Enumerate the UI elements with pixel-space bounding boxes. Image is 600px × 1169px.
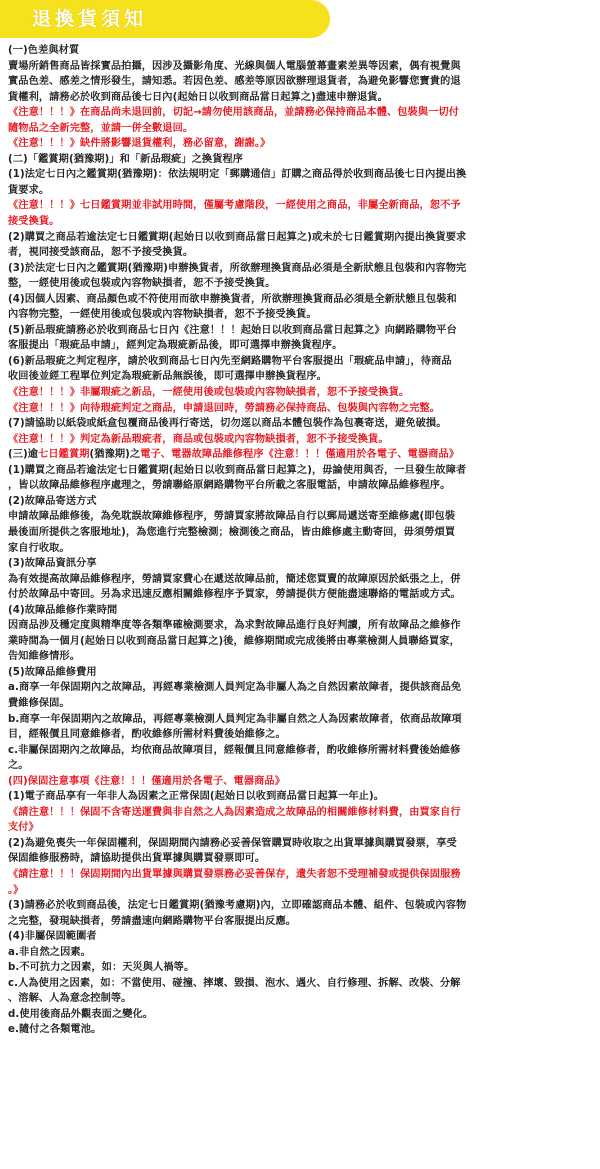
policy-text: (三)逾 <box>8 449 39 461</box>
policy-text-block <box>8 43 594 1038</box>
policy-line: (1)購買之商品若逾法定七日鑑賞期(起始日以收到商品當日起算之)，毋論使用與否，一旦發生故障者 <box>8 464 467 476</box>
warning-line: 隨物品之全新完整，並請一併全數退回。 <box>8 122 194 134</box>
policy-line: (1)電子商品享有一年非人為因素之正常保固(起始日以收到商品當日起算一年止)。 <box>8 791 384 803</box>
policy-line: (4)非屬保固範圍者 <box>8 931 97 943</box>
policy-line <box>8 447 594 463</box>
warning-text: 七日鑑賞期 <box>38 449 90 461</box>
policy-line: b.不可抗力之因素，如：天災與人禍等。 <box>8 962 195 974</box>
policy-line: a.非自然之因素。 <box>8 946 91 958</box>
policy-line: (7)請協助以紙袋或紙盒包覆商品後再行寄送，切勿逕以商品本體包裝作為包裹寄送，避免破損。 <box>8 418 447 430</box>
policy-line: 為有效提高故障品維修程序，勞請買家費心在遞送故障品前，簡述您買賣的故障原因於紙張之上，併 <box>8 573 461 585</box>
policy-line: 賣場所銷售商品皆採實品拍攝，因涉及攝影角度、光線與個人電腦螢幕畫素差異等因素，偶有視覺與 <box>8 60 461 72</box>
policy-line: 者，視同接受該商品，恕不予接受換貨。 <box>8 247 194 259</box>
policy-line: 內容物完整，一經使用後或包裝或內容物缺損者，恕不予接受換貨。 <box>8 309 317 321</box>
policy-line: 費維修保固。 <box>8 697 70 709</box>
policy-line: 之完整，發現缺損者，勞請盡速向網路購物平台客服提出反應。 <box>8 915 297 927</box>
policy-line: 貨要求。 <box>8 184 50 196</box>
warning-text: 《注意！！！僅適用於各電子、電器商品》 <box>89 775 285 787</box>
policy-line: a.商享一年保固期內之故障品，再經專業檢測人員判定為非屬人為之自然因素故障者，提供該商品免 <box>8 682 462 694</box>
policy-line: 實品色差、感差之情形發生，請知悉。若因色差、感差等原因欲辦理退貨者，為避免影響您寶貴的退 <box>8 76 461 88</box>
policy-line: 保固維修服務時，請協助提供出貨單據與購買發票即可。 <box>8 853 266 865</box>
policy-line: 整，一經使用後或包裝或內容物缺損者，恕不予接受換貨。 <box>8 278 276 290</box>
policy-line: (5)故障品維修費用 <box>8 666 97 678</box>
warning-line: 。》 <box>8 884 24 896</box>
policy-line: (一)色差與材質 <box>8 45 80 56</box>
policy-line: (二)「鑑賞期(猶豫期)」和「新品瑕疵」之換貨程序 <box>8 153 244 165</box>
policy-line: 目，經報價且同意維修者，酌收維修所需材料費後始維修之。 <box>8 729 286 741</box>
warning-line: 接受換貨。 <box>8 216 60 228</box>
policy-line: (1)法定七日內之鑑賞期(猶豫期)：依法規明定「郵購通信」訂購之商品得於收到商品後七日內提出換 <box>8 169 467 181</box>
warning-text: 電子、電器故障品維修程序《注意！！！僅適用於各電子、電器商品》 <box>140 449 460 461</box>
policy-line: 家自行收取。 <box>8 542 70 554</box>
policy-line: 申請故障品維修後，為免耽誤故障維修程序，勞請買家將故障品自行以郵局遞送寄至維修處(即包裝 <box>8 511 456 523</box>
warning-line: 《注意！！！》判定為新品瑕疵者，商品或包裝或內容物缺損者，恕不予接受換貨。 <box>8 433 389 445</box>
warning-line: 《注意！！！》向待瑕疵判定之商品，申請退回時，勞請務必保持商品、包裝與內容物之完整。 <box>8 402 441 414</box>
policy-line: b.商享一年保固期內之故障品，再經專業檢測人員判定為非屬自然之人為因素故障者，依商品故障項 <box>8 713 462 725</box>
policy-line: (3)於法定七日內之鑑賞期(猶豫期)申辦換貨者，所欲辦理換貨商品必須是全新狀態且包裝和內容物完 <box>8 262 467 274</box>
warning-line: 《注意！！！》七日鑑賞期並非試用時間，僅屬考慮階段，一經使用之商品，非屬全新商品，恕不予 <box>8 200 461 212</box>
warning-line: 《請注意！！！保固不含寄送運費與非自然之人為因素造成之故障品的相關維修材料費，由買家自行 <box>8 806 461 818</box>
policy-line: (2)故障品寄送方式 <box>8 495 97 507</box>
policy-line: c.非屬保固期內之故障品，均依商品故障項目，經報價且同意維修者，酌收維修所需材料費後始維修 <box>8 744 461 756</box>
policy-line: 之。 <box>8 760 29 772</box>
policy-line: d.使用後商品外觀表面之變化。 <box>8 1008 154 1020</box>
policy-line <box>8 774 594 790</box>
warning-text: (四)保固注意事項 <box>8 775 90 787</box>
warning-line: 《請注意！！！保固期間內出貨單據與購買發票務必妥善保存，遺失者恕不受理補發或提供保固服務 <box>8 868 461 880</box>
policy-line: e.隨付之各類電池。 <box>8 1024 102 1036</box>
page-title: 退換貨須知 <box>32 8 148 30</box>
warning-line: 《注意！！！》非屬瑕疵之新品，一經使用後或包裝或內容物缺損者，恕不予接受換貨。 <box>8 387 410 399</box>
policy-line: (2)購買之商品若逾法定七日鑑賞期(起始日以收到商品當日起算之)或未於七日鑑賞期內提出換貨要求 <box>8 231 467 243</box>
warning-line: 《注意！！！》在商品尚未退回前，切記→請勿使用該商品，並請務必保持商品本體、包裝與一切付 <box>8 107 459 119</box>
policy-line: (2)為避免喪失一年保固權利，保固期間內請務必妥善保管購買時收取之出貨單據與購買發票，享受 <box>8 837 457 849</box>
policy-line: (5)新品瑕疵請務必於收到商品七日內《注意！！！起始日以收到商品當日起算之》向網路購物平台 <box>8 324 457 336</box>
warning-line: 《注意！！！》缺件將影響退貨權利，務必留意，謝謝。》 <box>8 138 271 150</box>
policy-line: 、溶解、人為意念控制等。 <box>8 993 132 1005</box>
policy-line: 客服提出「瑕疵品申請」，經判定為瑕疵新品後，即可選擇申辦換貨程序。 <box>8 340 343 352</box>
policy-line: 最後面所提供之客服地址)，為您進行完整檢測；檢測後之商品，皆由維修處主動寄回，毋須勞煩買 <box>8 526 456 538</box>
policy-line: 收回後並經工程單位判定為瑕疵新品無誤後，即可選擇申辦換貨程序。 <box>8 371 327 383</box>
policy-line: (3)故障品資訊分享 <box>8 558 97 570</box>
policy-line: 業時間為一個月(起始日以收到商品當日起算之)後，維修期間或完成後將由專業檢測人員聯絡買家， <box>8 635 460 647</box>
policy-line: (4)故障品維修作業時間 <box>8 604 118 616</box>
policy-line: (3)請務必於收到商品後，法定七日鑑賞期(猶豫考慮期)內，立即確認商品本體、組件、包裝或內容物 <box>8 900 467 912</box>
policy-line: 付於故障品中寄回。另為求迅速反應相關維修程序予買家，勞請提供方便能盡速聯絡的電話或方式。 <box>8 589 461 601</box>
policy-line: 貨權利，請務必於收到商品後七日內(起始日以收到商品當日起算之)盡速申辦退貨。 <box>8 91 388 103</box>
policy-line: 告知維修情形。 <box>8 651 81 663</box>
policy-line: (4)因個人因素、商品顏色或不符使用而欲申辦換貨者，所欲辦理換貨商品必須是全新狀態且包裝和 <box>8 293 457 305</box>
policy-line: 因商品涉及穩定度與精準度等各類準確檢測要求，為求對故障品進行良好判讀，所有故障品之維修作 <box>8 620 461 632</box>
policy-line: c.人為使用之因素，如：不當使用、碰撞、摔壞、毀損、泡水、遇火、自行修理、拆解、改裝、分解 <box>8 977 461 989</box>
warning-line: 支付》 <box>8 822 39 834</box>
policy-line: (6)新品瑕疵之判定程序，請於收到商品七日內先至網路購物平台客服提出「瑕疵品申請」，待商品 <box>8 355 452 367</box>
policy-text: (猶豫期)之 <box>89 449 141 461</box>
policy-line: ，皆以故障品維修程序處理之，勞請聯絡原網路購物平台所載之客服電話，申請故障品維修程序。 <box>8 480 451 492</box>
